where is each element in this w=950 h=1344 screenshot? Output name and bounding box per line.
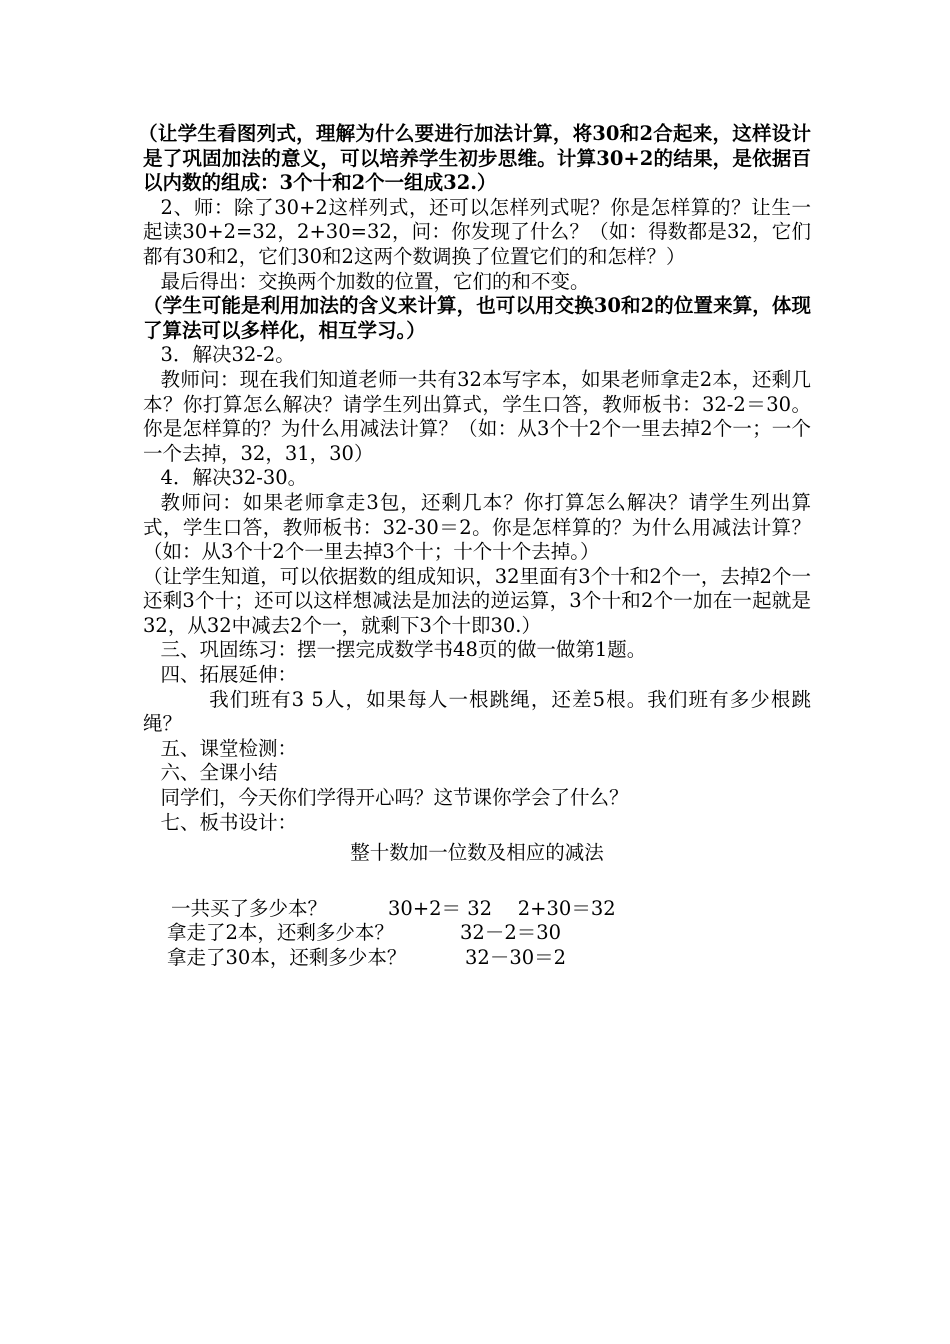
board-row <box>143 897 811 922</box>
bold-note-paragraph: （学生可能是利用加法的含义来计算，也可以用交换30和2的位置来算，体现了算法可以多样化，相互学习。） <box>143 294 811 342</box>
board-question: 拿走了30本，还剩多少本？ <box>167 946 407 969</box>
section-heading: 四、拓展延伸： <box>160 663 298 687</box>
note-paragraph: （让学生知道，可以依据数的组成知识，32里面有3个十和2个一，去掉2个一还剩3个十；还可以这样想减法是加法的逆运算，3个十和2个一加在一起就是32，从32中减去2个一，就剩下3个十即30.） <box>143 564 811 637</box>
board-question: 拿走了2本，还剩多少本？ <box>167 921 394 945</box>
board-equation: 32－2＝30 <box>460 921 562 945</box>
section-heading: 3．解决32-2。 <box>160 343 295 367</box>
document-page <box>138 122 811 971</box>
board-row <box>143 921 811 946</box>
section-heading: 五、课堂检测： <box>160 736 298 760</box>
body-paragraph: 教师问：现在我们知道老师一共有32本写字本，如果老师拿走2本，还剩几本？你打算怎么解决？请学生列出算式，学生口答，教师板书：32-2＝30。你是怎样算的？为什么用减法计算？（如：从3个十2个一里去掉2个一；一个一个去掉，32，31，30） <box>143 367 811 465</box>
body-paragraph: 同学们，今天你们学得开心吗？这节课你学会了什么？ <box>160 786 629 810</box>
section-heading: 七、板书设计： <box>160 810 298 834</box>
board-row <box>143 946 811 971</box>
board-equation: 32－30＝2 <box>465 946 567 969</box>
body-paragraph: 2、师：除了30+2这样列式，还可以怎样列式呢？你是怎样算的？让生一起读30+2=32，2+30=32，问：你发现了什么？（如：得数都是32，它们都有30和2，它们30和2这两个数调换了位置它们的和怎样？） <box>143 195 811 268</box>
board-title: 整十数加一位数及相应的减法 <box>350 841 604 865</box>
section-heading: 三、巩固练习：摆一摆完成数学书48页的做一做第1题。 <box>160 638 647 662</box>
conclusion-paragraph: 最后得出：交换两个加数的位置，它们的和不变。 <box>160 269 590 293</box>
body-paragraph: 我们班有3 5人，如果每人一根跳绳，还差5根。我们班有多少根跳绳？ <box>143 687 811 736</box>
board-question: 一共买了多少本？ <box>171 896 328 920</box>
body-paragraph: 教师问：如果老师拿走3包，还剩几本？你打算怎么解决？请学生列出算式，学生口答，教师板书：32-30＝2。你是怎样算的？为什么用减法计算？（如：从3个十2个一里去掉3个十；十个十个去掉。） <box>143 490 811 564</box>
bold-note-paragraph: （让学生看图列式，理解为什么要进行加法计算，将30和2合起来，这样设计是了巩固加法的意义，可以培养学生初步思维。计算30+2的结果，是依据百以内数的组成：3个十和2个一组成32.） <box>138 122 811 195</box>
section-heading: 4．解决32-30。 <box>160 466 308 490</box>
section-heading: 六、全课小结 <box>160 761 278 785</box>
board-equation: 30+2＝ 32 2+30＝32 <box>388 896 616 920</box>
